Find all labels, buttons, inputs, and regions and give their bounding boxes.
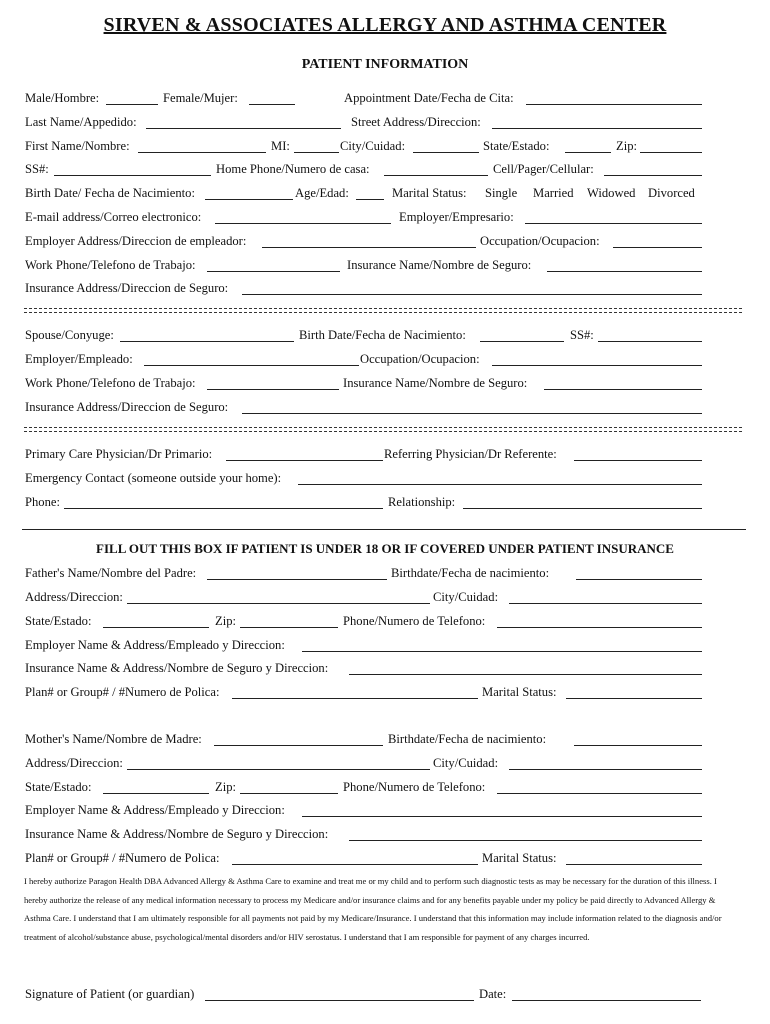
primary-physician-field[interactable] [226, 460, 383, 461]
appointment-date-label: Appointment Date/Fecha de Cita: [344, 91, 514, 105]
state-field[interactable] [565, 152, 611, 153]
spouse-insurance-address-label: Insurance Address/Direccion de Seguro: [25, 400, 229, 414]
mother-marital-label: Marital Status: [482, 851, 557, 865]
section-divider [24, 308, 742, 313]
mother-zip-label: Zip: [215, 780, 236, 794]
father-name-field[interactable] [207, 579, 387, 580]
male-field[interactable] [106, 104, 158, 105]
mother-phone-label: Phone/Numero de Telefono: [343, 780, 486, 794]
cell-label: Cell/Pager/Cellular: [493, 162, 594, 176]
father-marital-field[interactable] [566, 698, 702, 699]
insurance-address-label: Insurance Address/Direccion de Seguro: [25, 281, 229, 295]
mi-label: MI: [271, 139, 290, 153]
spouse-insurance-address-field[interactable] [242, 413, 702, 414]
mother-name-field[interactable] [214, 745, 383, 746]
mother-address-label: Address/Direccion: [25, 756, 123, 770]
signature-field[interactable] [205, 1000, 474, 1001]
primary-physician-label: Primary Care Physician/Dr Primario: [25, 447, 213, 461]
insurance-name-label: Insurance Name/Nombre de Seguro: [347, 258, 532, 272]
state-label: State/Estado: [483, 139, 550, 153]
spouse-ssn-label: SS#: [570, 328, 594, 342]
father-zip-field[interactable] [240, 627, 338, 628]
spouse-field[interactable] [120, 341, 294, 342]
father-city-label: City/Cuidad: [433, 590, 499, 604]
home-phone-field[interactable] [384, 175, 488, 176]
date-field[interactable] [512, 1000, 701, 1001]
spouse-occupation-field[interactable] [492, 365, 702, 366]
marital-option-divorced[interactable]: Divorced [648, 186, 695, 200]
father-plan-label: Plan# or Group# / #Numero de Polica: [25, 685, 220, 699]
mother-city-label: City/Cuidad: [433, 756, 499, 770]
ssn-label: SS#: [25, 162, 49, 176]
spouse-ssn-field[interactable] [598, 341, 702, 342]
home-phone-label: Home Phone/Numero de casa: [216, 162, 370, 176]
marital-status-label: Marital Status: [392, 186, 467, 200]
city-label: City/Cuidad: [340, 139, 406, 153]
female-field[interactable] [249, 104, 295, 105]
mother-state-field[interactable] [103, 793, 209, 794]
spouse-insurance-name-field[interactable] [544, 389, 702, 390]
spouse-label: Spouse/Conyuge: [25, 328, 114, 342]
marital-option-widowed[interactable]: Widowed [587, 186, 636, 200]
mi-field[interactable] [294, 152, 339, 153]
employer-field[interactable] [525, 223, 702, 224]
father-insurance-label: Insurance Name & Address/Nombre de Seguro y Direccion: [25, 661, 329, 675]
age-label: Age/Edad: [295, 186, 349, 200]
mother-state-label: State/Estado: [25, 780, 92, 794]
cell-field[interactable] [604, 175, 702, 176]
father-marital-label: Marital Status: [482, 685, 557, 699]
referring-physician-field[interactable] [574, 460, 702, 461]
spouse-work-phone-field[interactable] [207, 389, 339, 390]
employer-label: Employer/Empresario: [399, 210, 514, 224]
zip-label: Zip: [616, 139, 637, 153]
city-field[interactable] [413, 152, 479, 153]
employer-address-label: Employer Address/Direccion de empleador: [25, 234, 247, 248]
father-insurance-field[interactable] [349, 674, 702, 675]
occupation-field[interactable] [613, 247, 702, 248]
relationship-label: Relationship: [388, 495, 456, 509]
spouse-birth-date-label: Birth Date/Fecha de Nacimiento: [299, 328, 466, 342]
spouse-employer-label: Employer/Empleado: [25, 352, 133, 366]
spouse-occupation-label: Occupation/Ocupacion: [360, 352, 480, 366]
father-birthdate-field[interactable] [576, 579, 702, 580]
father-birthdate-label: Birthdate/Fecha de nacimiento: [391, 566, 550, 580]
phone-field[interactable] [64, 508, 383, 509]
referring-physician-label: Referring Physician/Dr Referente: [384, 447, 557, 461]
father-phone-field[interactable] [497, 627, 702, 628]
relationship-field[interactable] [463, 508, 702, 509]
ssn-field[interactable] [54, 175, 211, 176]
first-name-field[interactable] [138, 152, 266, 153]
marital-option-single[interactable]: Single [485, 186, 518, 200]
email-field[interactable] [215, 223, 391, 224]
mother-marital-field[interactable] [566, 864, 702, 865]
authorization-statement: I hereby authorize Paragon Health DBA Advanced Allergy & Asthma Care to examine and treat me or my child and to perform such diagnostic tests as may be necessary for the duration of this illness. I hereby authorize the release of any medical information necessary to process my Medicare and/or insurance claims and for any benefits payable under my policy be paid directly to Advanced Allergy & Asthma Care. I understand that I am ultimately responsible for all payments not paid by my Medicare/Insurance. I understand that this information may include information related to the diagnosis and/or treatment of alcohol/substance abuse, psychological/mental disorders and/or HIV serostatus. I understand that I am responsible for payment of any charges incurred. [24, 876, 722, 942]
appointment-date-field[interactable] [526, 104, 702, 105]
spouse-employer-field[interactable] [144, 365, 359, 366]
mother-employer-label: Employer Name & Address/Empleado y Direccion: [25, 803, 285, 817]
birth-date-label: Birth Date/ Fecha de Nacimiento: [25, 186, 195, 200]
first-name-label: First Name/Nombre: [25, 139, 130, 153]
female-label: Female/Mujer: [163, 91, 238, 105]
section-divider [24, 427, 742, 432]
spouse-birth-date-field[interactable] [480, 341, 564, 342]
date-label: Date: [479, 987, 507, 1001]
work-phone-field[interactable] [207, 271, 340, 272]
occupation-label: Occupation/Ocupacion: [480, 234, 600, 248]
email-label: E-mail address/Correo electronico: [25, 210, 202, 224]
mother-city-field[interactable] [509, 769, 702, 770]
father-address-field[interactable] [127, 603, 430, 604]
last-name-label: Last Name/Appedido: [25, 115, 137, 129]
father-name-label: Father's Name/Nombre del Padre: [25, 566, 197, 580]
father-state-label: State/Estado: [25, 614, 92, 628]
zip-field[interactable] [640, 152, 702, 153]
father-employer-field[interactable] [302, 651, 702, 652]
phone-label: Phone: [25, 495, 60, 509]
father-state-field[interactable] [103, 627, 209, 628]
mother-address-field[interactable] [127, 769, 430, 770]
mother-plan-label: Plan# or Group# / #Numero de Polica: [25, 851, 220, 865]
spouse-insurance-name-label: Insurance Name/Nombre de Seguro: [343, 376, 528, 390]
insurance-address-field[interactable] [242, 294, 702, 295]
work-phone-label: Work Phone/Telefono de Trabajo: [25, 258, 196, 272]
employer-address-field[interactable] [262, 247, 476, 248]
father-phone-label: Phone/Numero de Telefono: [343, 614, 486, 628]
signature-label: Signature of Patient (or guardian) [25, 987, 195, 1001]
male-label: Male/Hombre: [25, 91, 100, 105]
age-field[interactable] [356, 199, 384, 200]
mother-birthdate-label: Birthdate/Fecha de nacimiento: [388, 732, 547, 746]
birth-date-field[interactable] [205, 199, 293, 200]
mother-insurance-label: Insurance Name & Address/Nombre de Seguro y Direccion: [25, 827, 329, 841]
insurance-name-field[interactable] [547, 271, 702, 272]
street-address-field[interactable] [492, 128, 702, 129]
mother-birthdate-field[interactable] [574, 745, 702, 746]
father-zip-label: Zip: [215, 614, 236, 628]
marital-option-married[interactable]: Married [533, 186, 574, 200]
mother-employer-field[interactable] [302, 816, 702, 817]
father-plan-field[interactable] [232, 698, 478, 699]
mother-plan-field[interactable] [232, 864, 478, 865]
form-title: SIRVEN & ASSOCIATES ALLERGY AND ASTHMA CENTER [103, 14, 667, 36]
father-city-field[interactable] [509, 603, 702, 604]
father-employer-label: Employer Name & Address/Empleado y Direccion: [25, 638, 285, 652]
section-title-patient-information: PATIENT INFORMATION [301, 57, 469, 72]
street-address-label: Street Address/Direccion: [351, 115, 481, 129]
box-divider [22, 529, 746, 530]
mother-insurance-field[interactable] [349, 840, 702, 841]
mother-zip-field[interactable] [240, 793, 338, 794]
emergency-contact-field[interactable] [298, 484, 702, 485]
mother-name-label: Mother's Name/Nombre de Madre: [25, 732, 202, 746]
mother-phone-field[interactable] [497, 793, 702, 794]
last-name-field[interactable] [146, 128, 341, 129]
father-address-label: Address/Direccion: [25, 590, 123, 604]
emergency-contact-label: Emergency Contact (someone outside your home): [25, 471, 282, 485]
spouse-work-phone-label: Work Phone/Telefono de Trabajo: [25, 376, 196, 390]
guardian-box-heading: FILL OUT THIS BOX IF PATIENT IS UNDER 18 OR IF COVERED UNDER PATIENT INSURANCE [96, 541, 674, 556]
